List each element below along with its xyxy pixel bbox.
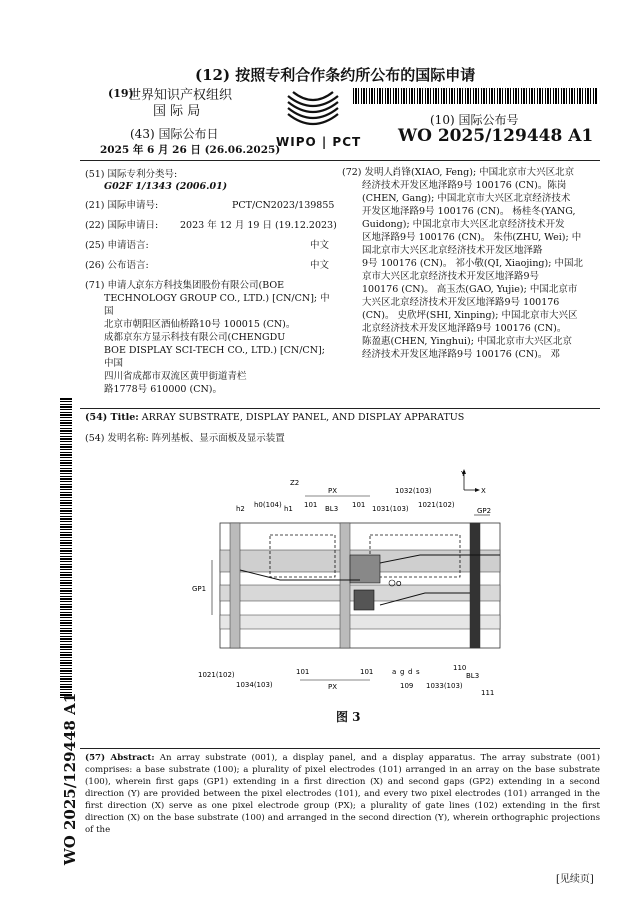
continued-note: [见续页]: [556, 874, 594, 885]
filing-date: 2023 年 12 月 19 日 (19.12.2023): [180, 220, 337, 231]
z2-label: Z2: [290, 479, 300, 487]
title-cn: [85, 432, 285, 445]
side-pub-number: WO 2025/129448 A1: [61, 692, 79, 866]
abstract: [85, 752, 600, 836]
title-en-label: (54) Title:: [85, 412, 139, 423]
gp2-label: GP2: [477, 507, 492, 515]
inventor-line: 京市大兴区北京经济技术开发区地泽路9号: [362, 271, 540, 282]
pub-date-label: (43) 国际公布日: [130, 127, 219, 141]
s-label: s: [416, 668, 420, 676]
applicant-line: 北京市朝阳区酒仙桥路10号 100015 (CN)。: [104, 319, 296, 330]
barcode-top: [353, 88, 597, 104]
applicant-line: 成都京东方显示科技有限公司(CHENGDU: [104, 332, 286, 343]
inventor-line: 开发区地泽路9号 100176 (CN)。 杨桂冬(YANG,: [362, 206, 576, 217]
pub-lang: 中文: [310, 260, 330, 271]
pub-no: WO 2025/129448 A1: [398, 126, 594, 146]
inventor-block: [362, 166, 602, 361]
px-top-label: PX: [328, 487, 338, 495]
inventor-line: 国北京市大兴区北京经济技术开发区地泽路: [362, 245, 543, 256]
x-axis-label: X: [481, 487, 486, 495]
title-cn-label: (54) 发明名称:: [85, 433, 149, 444]
filing-lang: 中文: [310, 240, 330, 251]
pub-date: 2025 年 6 月 26 日 (26.06.2025): [100, 144, 281, 156]
label-101b: 101: [352, 501, 366, 509]
org-code: (19): [108, 87, 134, 100]
applicant-line: 路1778号 610000 (CN)。: [104, 384, 222, 395]
figure-caption: 图 3: [336, 710, 361, 724]
inventor-line: 北京经济技术开发区地泽路9号 100176 (CN)。: [362, 323, 567, 334]
label-1031: 1031(103): [372, 505, 409, 513]
applicant-line: 京东方科技集团股份有限公司(BOE: [135, 280, 285, 291]
g-label: g: [400, 668, 405, 676]
abstract-text: An array substrate (001), a display panel, and a display apparatus. The array substrate (001) comprises: a base substrate (100); a plurality of pixel electrodes (101) arranged in an array on the base substrate (100), wherein first gaps (GP1) extending in a first direction (X) and second gaps (GP2) extending in a second direction (Y) are provided between the pixel electrodes (101), and every two pixel electrodes (101) arranged in the first direction (X) serve as one pixel electrode group (PX); a plurality of gate lines (102) extending in the first direction (X) on the base substrate (100) and arranged in the second direction (Y), wherein orthographic projections of the: [85, 753, 600, 835]
figure-3: [170, 465, 510, 700]
org-name: 世界知识产权组织: [128, 88, 233, 103]
h2-label: h2: [236, 505, 245, 513]
px-bot-label: PX: [328, 683, 338, 691]
filing-date-label: (22) 国际申请日:: [85, 220, 159, 231]
document-title: (12) 按照专利合作条约所公布的国际申请: [195, 66, 476, 84]
inventor-line: Guidong); 中国北京市大兴区北京经济技术开发: [362, 219, 565, 230]
h1-label: h1: [284, 505, 293, 513]
label-101a: 101: [304, 501, 318, 509]
a-label: a: [392, 668, 397, 676]
label-101d: 101: [360, 668, 374, 676]
ipc-label: (51) 国际专利分类号:: [85, 169, 178, 180]
inventor-line: 经济技术开发区地泽路9号 100176 (CN)。陈岗: [362, 180, 567, 191]
abstract-label: (57) Abstract:: [85, 753, 155, 763]
label-110: 110: [453, 664, 467, 672]
o-label: O: [396, 580, 402, 588]
label-109: 109: [400, 682, 414, 690]
inventor-line: 大兴区北京经济技术开发区地泽路9号 100176: [362, 297, 560, 308]
label-1021-bot: 1021(102): [198, 671, 235, 679]
applicant-line: 四川省成都市双流区黄甲街道青栏: [104, 371, 247, 382]
bl3-top-label: BL3: [325, 505, 339, 513]
filing-lang-label: (25) 申请语言:: [85, 240, 149, 251]
inventor-line: (CHEN, Gang); 中国北京市大兴区北京经济技术: [362, 193, 571, 204]
applicant-line: TECHNOLOGY GROUP CO., LTD.) [CN/CN]; 中 国: [104, 293, 330, 317]
label-1032: 1032(103): [395, 487, 432, 495]
label-1034: 1034(103): [236, 681, 273, 689]
title-en-text: ARRAY SUBSTRATE, DISPLAY PANEL, AND DISPLAY APPARATUS: [141, 412, 465, 423]
inventor-line: 100176 (CN)。 高玉杰(GAO, Yujie); 中国北京市: [362, 284, 578, 295]
inventor-line: 经济技术开发区地泽路9号 100176 (CN)。 邓: [362, 349, 560, 360]
applicant-line: BOE DISPLAY SCI-TECH CO., LTD.) [CN/CN]; 中国: [104, 345, 325, 369]
ipc-value: G02F 1/1343 (2006.01): [104, 181, 228, 192]
title-cn-text: 阵列基板、显示面板及显示装置: [151, 433, 285, 444]
gp1-label: GP1: [192, 585, 207, 593]
applicant-block: [104, 279, 332, 396]
inventor-line: 区地泽路9号 100176 (CN)。 朱伟(ZHU, Wei); 中: [362, 232, 582, 243]
inventor-line: 肖锋(XIAO, Feng); 中国北京市大兴区北京: [392, 167, 575, 178]
inventor-line: 陈盈惠(CHEN, Yinghui); 中国北京市大兴区北京: [362, 336, 572, 347]
barcode-side: [60, 398, 72, 698]
label-101c: 101: [296, 668, 310, 676]
inventor-line: (CN)。 史欣坪(SHI, Xinping); 中国北京市大兴区: [362, 310, 578, 321]
inventor-label: (72) 发明人:: [342, 167, 397, 178]
bl3-bot-label: BL3: [466, 672, 480, 680]
label-1021-top: 1021(102): [418, 501, 455, 509]
title-en: [85, 411, 464, 424]
org-sub: 国 际 局: [153, 104, 201, 119]
applicant-label: (71) 申请人:: [85, 280, 140, 291]
inventor-line: 9号 100176 (CN)。 祁小敬(QI, Xiaojing); 中国北: [362, 258, 583, 269]
label-1033: 1033(103): [426, 682, 463, 690]
wipo-pct-text: WIPO | PCT: [276, 135, 362, 149]
app-no: PCT/CN2023/139855: [232, 200, 335, 211]
h0-label: h0(104): [254, 501, 282, 509]
pub-no-label: (10) 国际公布号: [430, 113, 519, 127]
label-111: 111: [481, 689, 495, 697]
y-axis-label: Y: [461, 470, 466, 478]
app-no-label: (21) 国际申请号:: [85, 200, 159, 211]
pub-lang-label: (26) 公布语言:: [85, 260, 149, 271]
d-label: d: [408, 668, 413, 676]
